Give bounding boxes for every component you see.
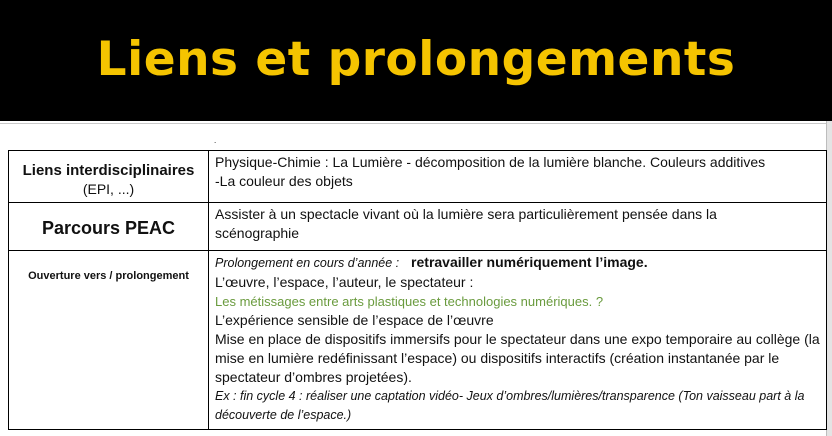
table-row — [9, 203, 827, 251]
table-row — [9, 151, 827, 203]
row-label-cell — [9, 203, 209, 251]
content-line: Physique-Chimie : La Lumière - décomposition de la lumière blanche. Couleurs additives — [215, 154, 766, 170]
example-italic: Ex : fin cycle 4 : réaliser une captation vidéo- Jeux d’ombres/lumières/transparence (Ton vaisseau part à la découverte de l’espace.) — [215, 389, 805, 422]
divider — [0, 123, 832, 124]
content-line-green: Les métissages entre arts plastiques et technologies numériques. ? — [215, 294, 604, 309]
row-content-cell — [209, 251, 827, 430]
content-line: Assister à un spectacle vivant où la lumière sera particulièrement pensée dans la — [215, 206, 717, 222]
label-ouverture: Ouverture vers / prolongement — [28, 270, 189, 282]
content-line: L’expérience sensible de l’espace de l’œuvre — [215, 312, 494, 328]
content-line — [215, 253, 820, 273]
label-parcours-peac: Parcours PEAC — [41, 218, 176, 238]
table-row — [9, 251, 827, 430]
intro-bold: retravailler numériquement l’image. — [411, 254, 648, 270]
links-table — [8, 150, 827, 430]
page-title: Liens et prolongements — [96, 32, 736, 87]
row-label-cell — [9, 251, 209, 430]
row-content-cell — [209, 203, 827, 251]
content-line: L’œuvre, l’espace, l’auteur, le spectateur : — [215, 274, 474, 290]
intro-italic: Prolongement en cours d’année : — [215, 256, 400, 270]
label-interdisciplinary: Liens interdisciplinaires — [22, 162, 195, 179]
content-line: scénographie — [215, 225, 300, 241]
title-banner — [0, 0, 832, 121]
content-paragraph: Mise en place de dispositifs immersifs pour le spectateur dans une expo temporaire au collège (la mise en lumière redéfinissant l’espace) ou dispositifs interactifs (création instantanée par le spectateur d’ombres projetées). — [215, 331, 820, 385]
row-label-cell — [9, 151, 209, 203]
content-line: -La couleur des objets — [215, 173, 353, 189]
label-epi: (EPI, ...) — [82, 181, 135, 197]
row-content-cell — [209, 151, 827, 203]
stray-mark: . — [214, 136, 217, 145]
